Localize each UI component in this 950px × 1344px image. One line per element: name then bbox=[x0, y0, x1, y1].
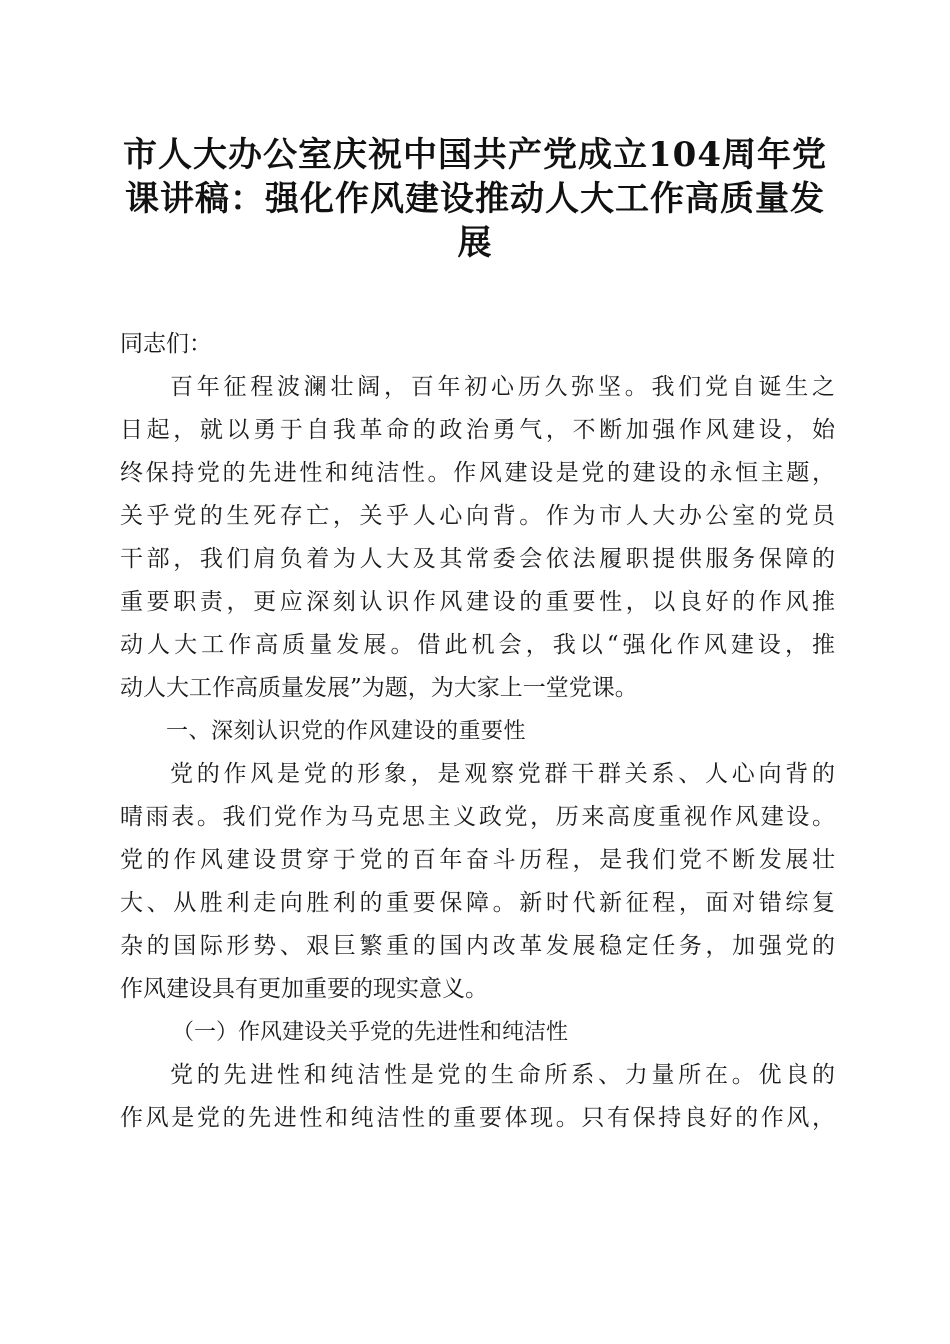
intro-paragraph bbox=[120, 366, 835, 710]
paragraph-line: 晴雨表。我们党作为马克思主义政党，历来高度重视作风建设。 bbox=[120, 804, 835, 830]
salutation: 同志们： bbox=[120, 331, 212, 357]
paragraph-line: 关乎党的生死存亡，关乎人心向背。作为市人大办公室的党员 bbox=[120, 503, 835, 529]
paragraph-line: 大、从胜利走向胜利的重要保障。新时代新征程，面对错综复 bbox=[120, 890, 835, 916]
title-line: 展 bbox=[457, 223, 493, 263]
paragraph-line: 杂的国际形势、艰巨繁重的国内改革发展稳定任务，加强党的 bbox=[120, 933, 835, 959]
paragraph-line: 干部，我们肩负着为人大及其常委会依法履职提供服务保障的 bbox=[120, 546, 835, 572]
section-heading: 一、深刻认识党的作风建设的重要性 bbox=[166, 719, 527, 744]
paragraph-line: 作风建设具有更加重要的现实意义。 bbox=[120, 976, 488, 1002]
paragraph-line: 党的先进性和纯洁性是党的生命所系、力量所在。优良的 bbox=[170, 1062, 835, 1088]
title-line: 课讲稿：强化作风建设推动人大工作高质量发 bbox=[125, 179, 825, 219]
paragraph-line: 党的作风是党的形象，是观察党群干群关系、人心向背的 bbox=[170, 761, 835, 787]
document-title bbox=[95, 133, 855, 265]
paragraph-line: 党的作风建设贯穿于党的百年奋斗历程，是我们党不断发展壮 bbox=[120, 847, 835, 873]
title-line: 市人大办公室庆祝中国共产党成立104周年党 bbox=[123, 135, 827, 175]
subsection1-paragraph bbox=[120, 1054, 835, 1140]
paragraph-line: 作风是党的先进性和纯洁性的重要体现。只有保持良好的作风， bbox=[120, 1105, 835, 1131]
document-body bbox=[120, 323, 835, 1140]
subsection-heading: （一）作风建设关乎党的先进性和纯洁性 bbox=[172, 1020, 569, 1045]
paragraph-line: 百年征程波澜壮阔，百年初心历久弥坚。我们党自诞生之 bbox=[170, 374, 835, 400]
section1-paragraph bbox=[120, 753, 835, 1011]
paragraph-line: 动人大工作高质量发展。借此机会，我以“强化作风建设，推 bbox=[120, 632, 835, 658]
paragraph-line: 动人大工作高质量发展”为题，为大家上一堂党课。 bbox=[120, 675, 638, 701]
paragraph-line: 日起，就以勇于自我革命的政治勇气，不断加强作风建设，始 bbox=[120, 417, 835, 443]
paragraph-line: 终保持党的先进性和纯洁性。作风建设是党的建设的永恒主题， bbox=[120, 460, 835, 486]
paragraph-line: 重要职责，更应深刻认识作风建设的重要性，以良好的作风推 bbox=[120, 589, 835, 615]
